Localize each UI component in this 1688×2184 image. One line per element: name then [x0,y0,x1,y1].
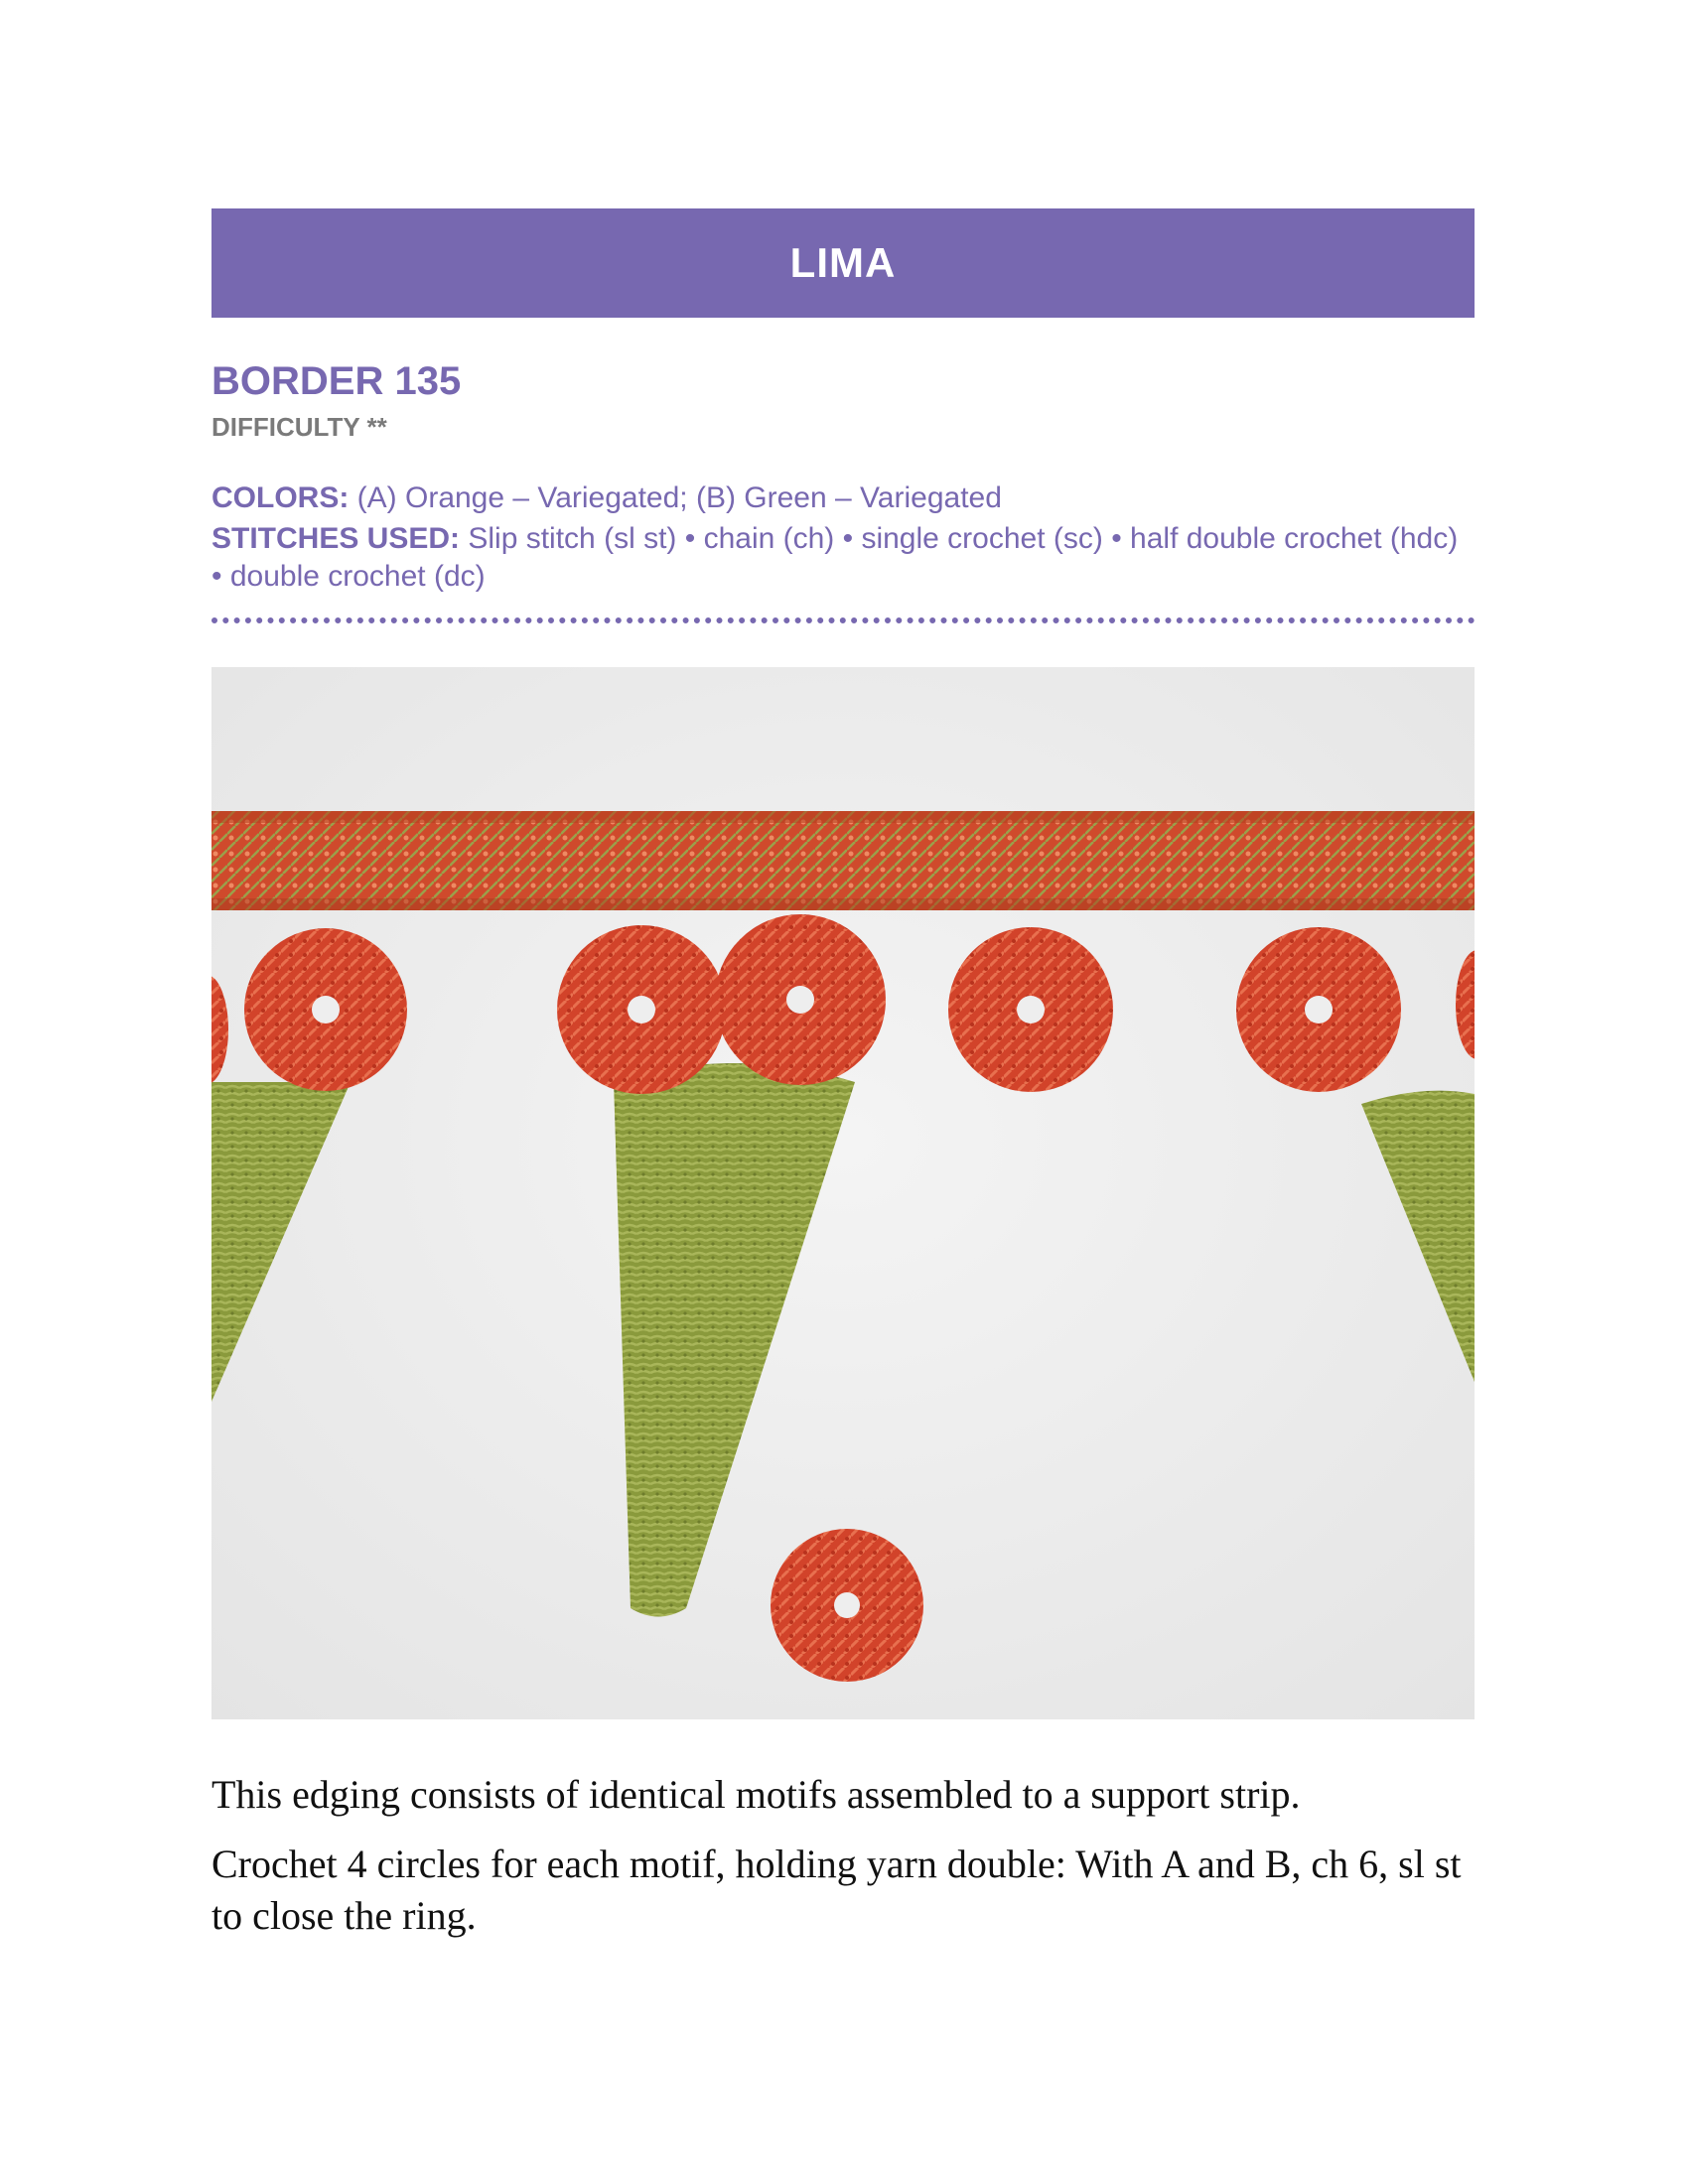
pattern-header [211,357,1475,443]
page-title: LIMA [789,239,897,286]
crochet-border-photo [211,667,1475,1719]
stitches-value: Slip stitch (sl st) • chain (ch) • single crochet (sc) • half double crochet (hdc) • double crochet (dc) [211,522,1459,593]
colors-line [211,478,1475,518]
instructions [211,1769,1475,1960]
colors-label: COLORS: [211,481,350,514]
dotted-divider [211,615,1475,625]
pattern-meta [211,478,1475,596]
colors-value: (A) Orange – Variegated; (B) Green – Variegated [349,481,1002,514]
support-strip [211,811,1475,910]
stitches-line [211,520,1475,596]
difficulty-rating: DIFFICULTY ** [211,412,387,442]
border-title: BORDER 135 [211,359,462,403]
title-banner [211,208,1475,318]
instruction-paragraph: This edging consists of identical motifs assembled to a support strip. [211,1772,1301,1817]
stitches-label: STITCHES USED: [211,522,461,555]
instruction-paragraph: Crochet 4 circles for each motif, holding yarn double: With A and B, ch 6, sl st to close the ring. [211,1842,1462,1938]
